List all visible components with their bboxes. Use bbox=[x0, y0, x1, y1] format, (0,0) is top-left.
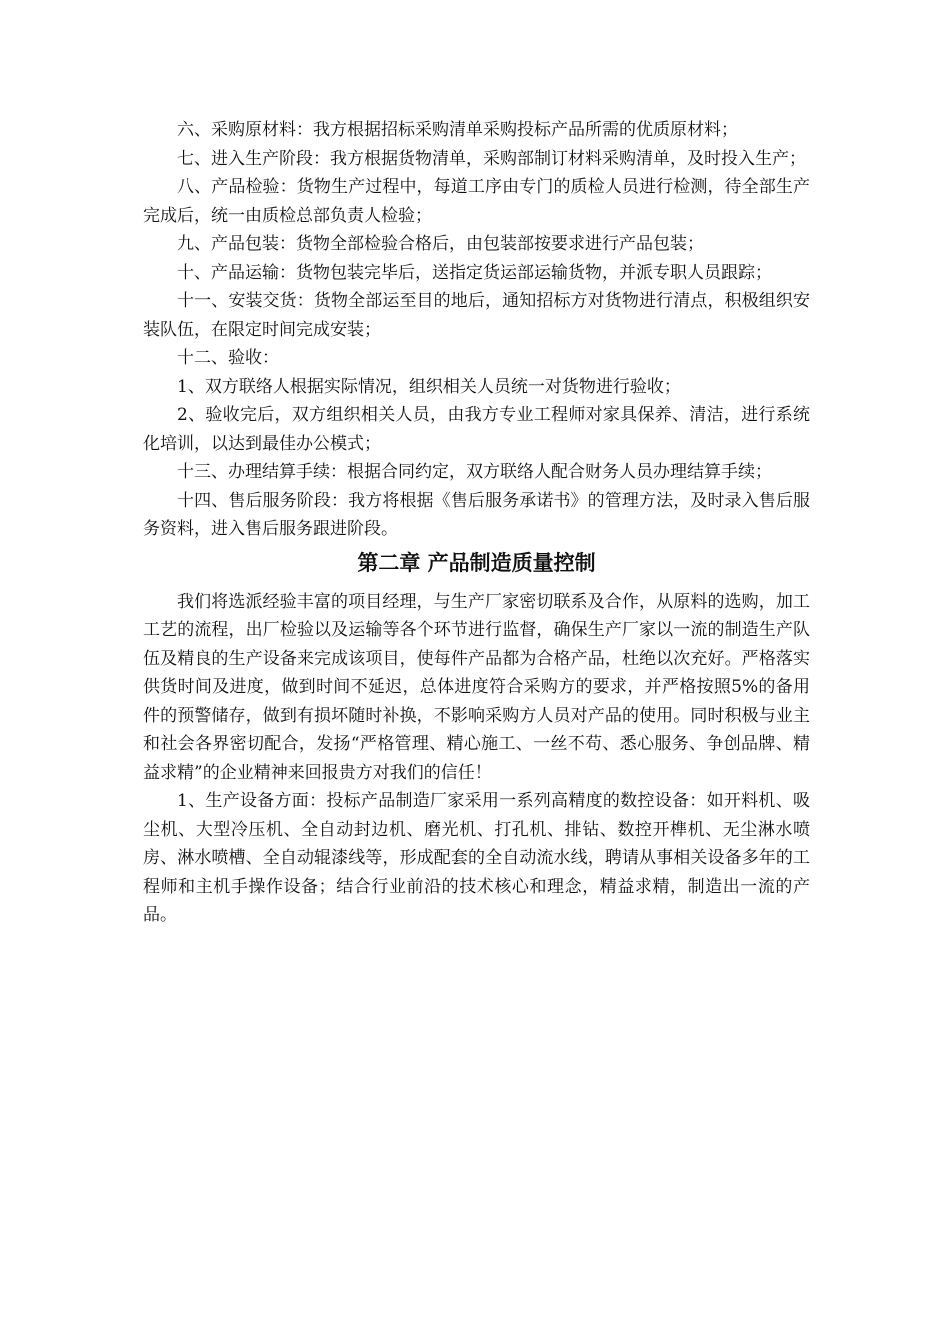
acceptance-item-1: 1、双方联络人根据实际情况，组织相关人员统一对货物进行验收； bbox=[177, 376, 681, 397]
production-equipment-paragraph: 1、生产设备方面：投标产品制造厂家采用一系列高精度的数控设备：如开料机、吸尘机、大型冷压机、全自动封边机、磨光机、打孔机、排钻、数控开榫机、无尘淋水喷房、淋水喷槽、全自动辊漆线等，形成配套的全自动流水线，聘请从事相关设备多年的工程师和主机手操作设备；结合行业前沿的技术核心和理念，精益求精，制造出一流的产品。 bbox=[143, 791, 810, 925]
step-paragraph-10: 十、产品运输：货物包装完毕后，送指定货运部运输货物，并派专职人员跟踪； bbox=[177, 262, 772, 283]
step-paragraph-12: 十二、验收： bbox=[177, 348, 279, 368]
step-paragraph-14: 十四、售后服务阶段：我方将根据《售后服务承诺书》的管理方法，及时录入售后服务资料，进入售后服务跟进阶段。 bbox=[143, 490, 810, 539]
acceptance-item-2: 2、验收完后，双方组织相关人员，由我方专业工程师对家具保养、清洁，进行系统化培训，以达到最佳办公模式； bbox=[143, 405, 810, 454]
step-paragraph-13: 十三、办理结算手续：根据合同约定，双方联络人配合财务人员办理结算手续； bbox=[177, 462, 772, 482]
step-paragraph-7: 七、进入生产阶段：我方根据货物清单，采购部制订材料采购清单，及时投入生产； bbox=[177, 148, 806, 169]
step-paragraph-6: 六、采购原材料：我方根据招标采购清单采购投标产品所需的优质原材料； bbox=[177, 120, 738, 140]
chapter-intro-paragraph: 我们将选派经验丰富的项目经理，与生产厂家密切联系及合作，从原料的选购，加工工艺的流程，出厂检验以及运输等各个环节进行监督，确保生产厂家以一流的制造生产队伍及精良的生产设备来完成该项目，使每件产品都为合格产品，杜绝以次充好。严格落实供货时间及进度，做到时间不延迟，总体进度符合采购方的要求，并严格按照5%的备用件的预警储存，做到有损坏随时补换，不影响采购方人员对产品的使用。同时积极与业主和社会各界密切配合，发扬“严格管理、精心施工、一丝不苟、悉心服务、争创品牌、精益求精”的企业精神来回报贵方对我们的信任！ bbox=[143, 591, 810, 783]
step-paragraph-9: 九、产品包装：货物全部检验合格后，由包装部按要求进行产品包装； bbox=[177, 234, 704, 254]
chapter-title: 第二章 产品制造质量控制 bbox=[357, 550, 596, 575]
step-paragraph-8: 八、产品检验：货物生产过程中，每道工序由专门的质检人员进行检测，待全部生产完成后，统一由质检总部负责人检验； bbox=[143, 177, 810, 226]
document-body bbox=[143, 116, 810, 930]
step-paragraph-11: 十一、安装交货：货物全部运至目的地后，通知招标方对货物进行清点，积极组织安装队伍，在限定时间完成安装； bbox=[143, 291, 810, 340]
